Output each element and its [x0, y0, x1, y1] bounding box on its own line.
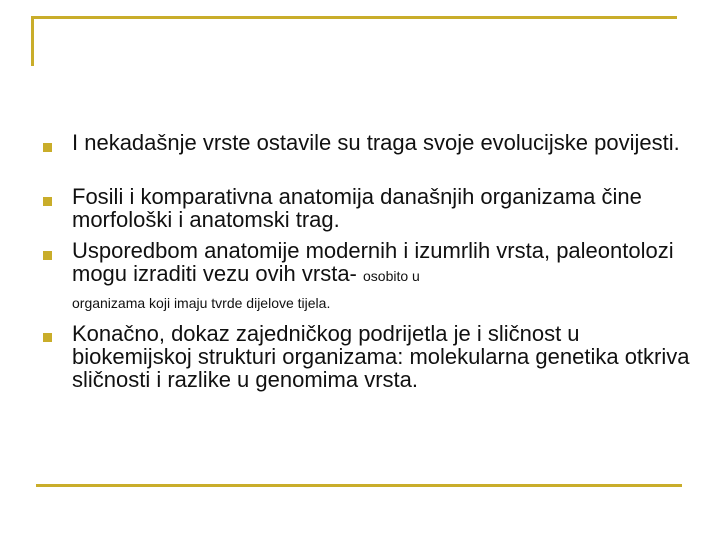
bullet-square-icon [43, 143, 52, 152]
bullet-item-3-small-line: organizama koji imaju tvrde dijelove tijela. [72, 295, 331, 311]
bullet-square-icon [43, 333, 52, 342]
bullet-item-3 [72, 239, 702, 288]
bullet-square-icon [43, 197, 52, 206]
bullet-item-1: I nekadašnje vrste ostavile su traga svoje evolucijske povijesti. [72, 130, 680, 155]
bullet-item-3-small-inline: osobito u [363, 268, 420, 284]
bullet-item-4: Konačno, dokaz zajedničkog podrijetla je i sličnost u biokemijskoj strukturi organizama: molekularna genetika otkriva sličnosti i razlike u genomima vrsta. [72, 321, 690, 392]
bullet-square-icon [43, 251, 52, 260]
bullet-item-2: Fosili i komparativna anatomija današnjih organizama čine morfološki i anatomski trag. [72, 184, 642, 232]
bullet-item-3-text: Usporedbom anatomije modernih i izumrlih vrsta, paleontolozi mogu izraditi vezu ovih vrsta- [72, 238, 674, 286]
